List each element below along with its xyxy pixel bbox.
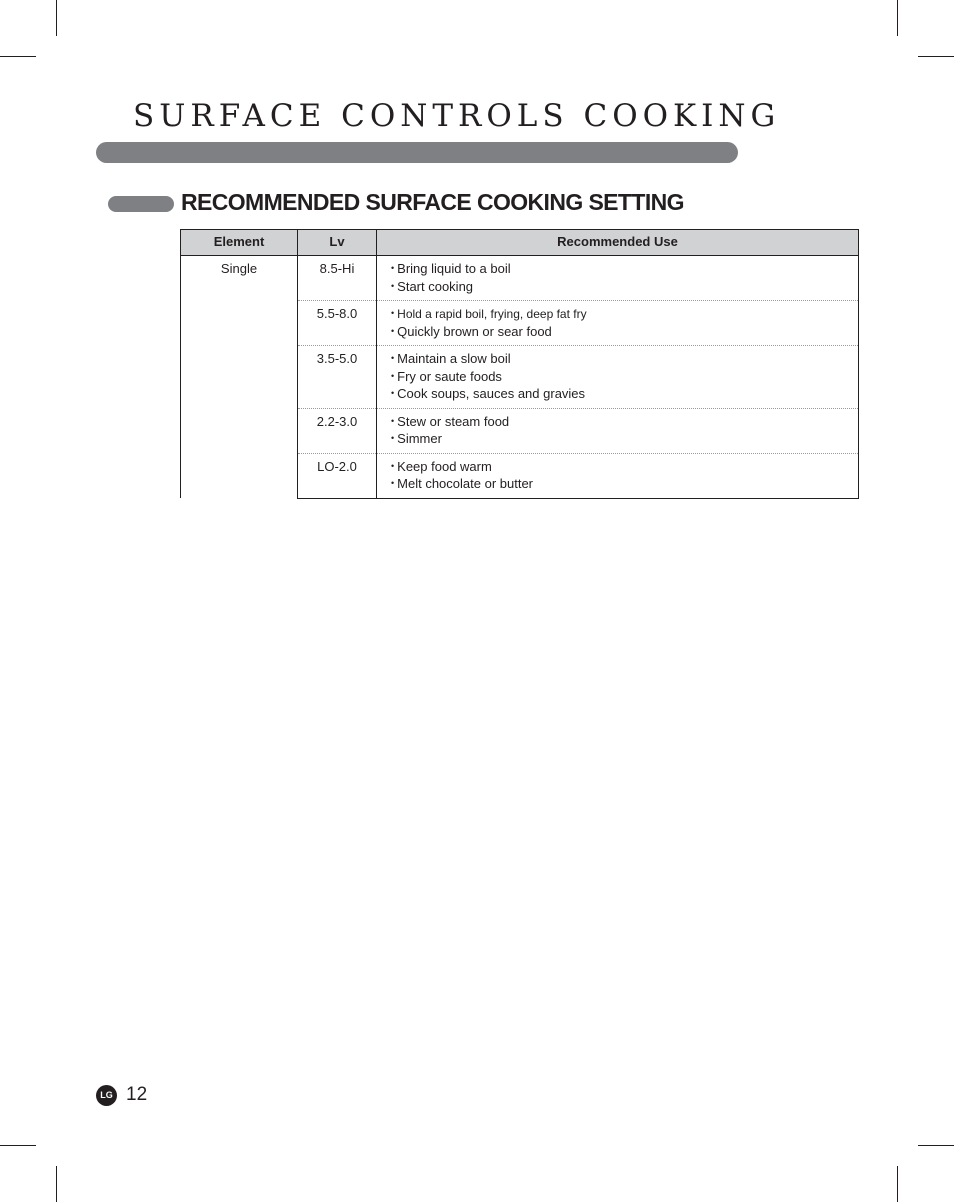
- lg-logo-icon: [96, 1085, 117, 1106]
- use-item: • Cook soups, sauces and gravies: [391, 386, 858, 404]
- use-item: • Bring liquid to a boil: [391, 261, 858, 279]
- element-cell: Single: [181, 256, 298, 499]
- use-item: • Hold a rapid boil, frying, deep fat fry: [391, 306, 858, 324]
- column-header-recommended-use: Recommended Use: [377, 230, 859, 256]
- column-header-element: Element: [181, 230, 298, 256]
- recommended-use-cell: [377, 346, 859, 409]
- crop-mark: [0, 56, 36, 57]
- lv-cell: 5.5-8.0: [298, 301, 377, 346]
- use-item: • Maintain a slow boil: [391, 351, 858, 369]
- use-item: • Quickly brown or sear food: [391, 324, 858, 342]
- recommended-use-cell: [377, 301, 859, 346]
- recommended-use-cell: [377, 256, 859, 301]
- crop-mark: [56, 0, 57, 36]
- use-item: • Simmer: [391, 431, 858, 449]
- use-item: • Fry or saute foods: [391, 369, 858, 387]
- lv-cell: 3.5-5.0: [298, 346, 377, 409]
- title-underline-bar: [96, 142, 738, 163]
- logo-text: LG: [100, 1090, 113, 1100]
- use-item: • Keep food warm: [391, 459, 858, 477]
- crop-mark: [918, 56, 954, 57]
- table-row: [181, 256, 859, 301]
- crop-mark: [897, 0, 898, 36]
- use-item: • Stew or steam food: [391, 414, 858, 432]
- section-marker-pill: [108, 196, 174, 212]
- recommended-use-cell: [377, 408, 859, 453]
- use-item: • Melt chocolate or butter: [391, 476, 858, 494]
- page-title: SURFACE CONTROLS COOKING: [133, 98, 781, 134]
- section-heading: RECOMMENDED SURFACE COOKING SETTING: [181, 189, 684, 215]
- crop-mark: [918, 1145, 954, 1146]
- lv-cell: 8.5-Hi: [298, 256, 377, 301]
- lv-cell: 2.2-3.0: [298, 408, 377, 453]
- use-item: • Start cooking: [391, 279, 858, 297]
- crop-mark: [0, 1145, 36, 1146]
- page-number: 12: [126, 1084, 148, 1105]
- cooking-settings-table: [180, 229, 859, 499]
- table-header-row: [181, 230, 859, 256]
- crop-mark: [897, 1166, 898, 1202]
- column-header-lv: Lv: [298, 230, 377, 256]
- recommended-use-cell: [377, 453, 859, 498]
- lv-cell: LO-2.0: [298, 453, 377, 498]
- crop-mark: [56, 1166, 57, 1202]
